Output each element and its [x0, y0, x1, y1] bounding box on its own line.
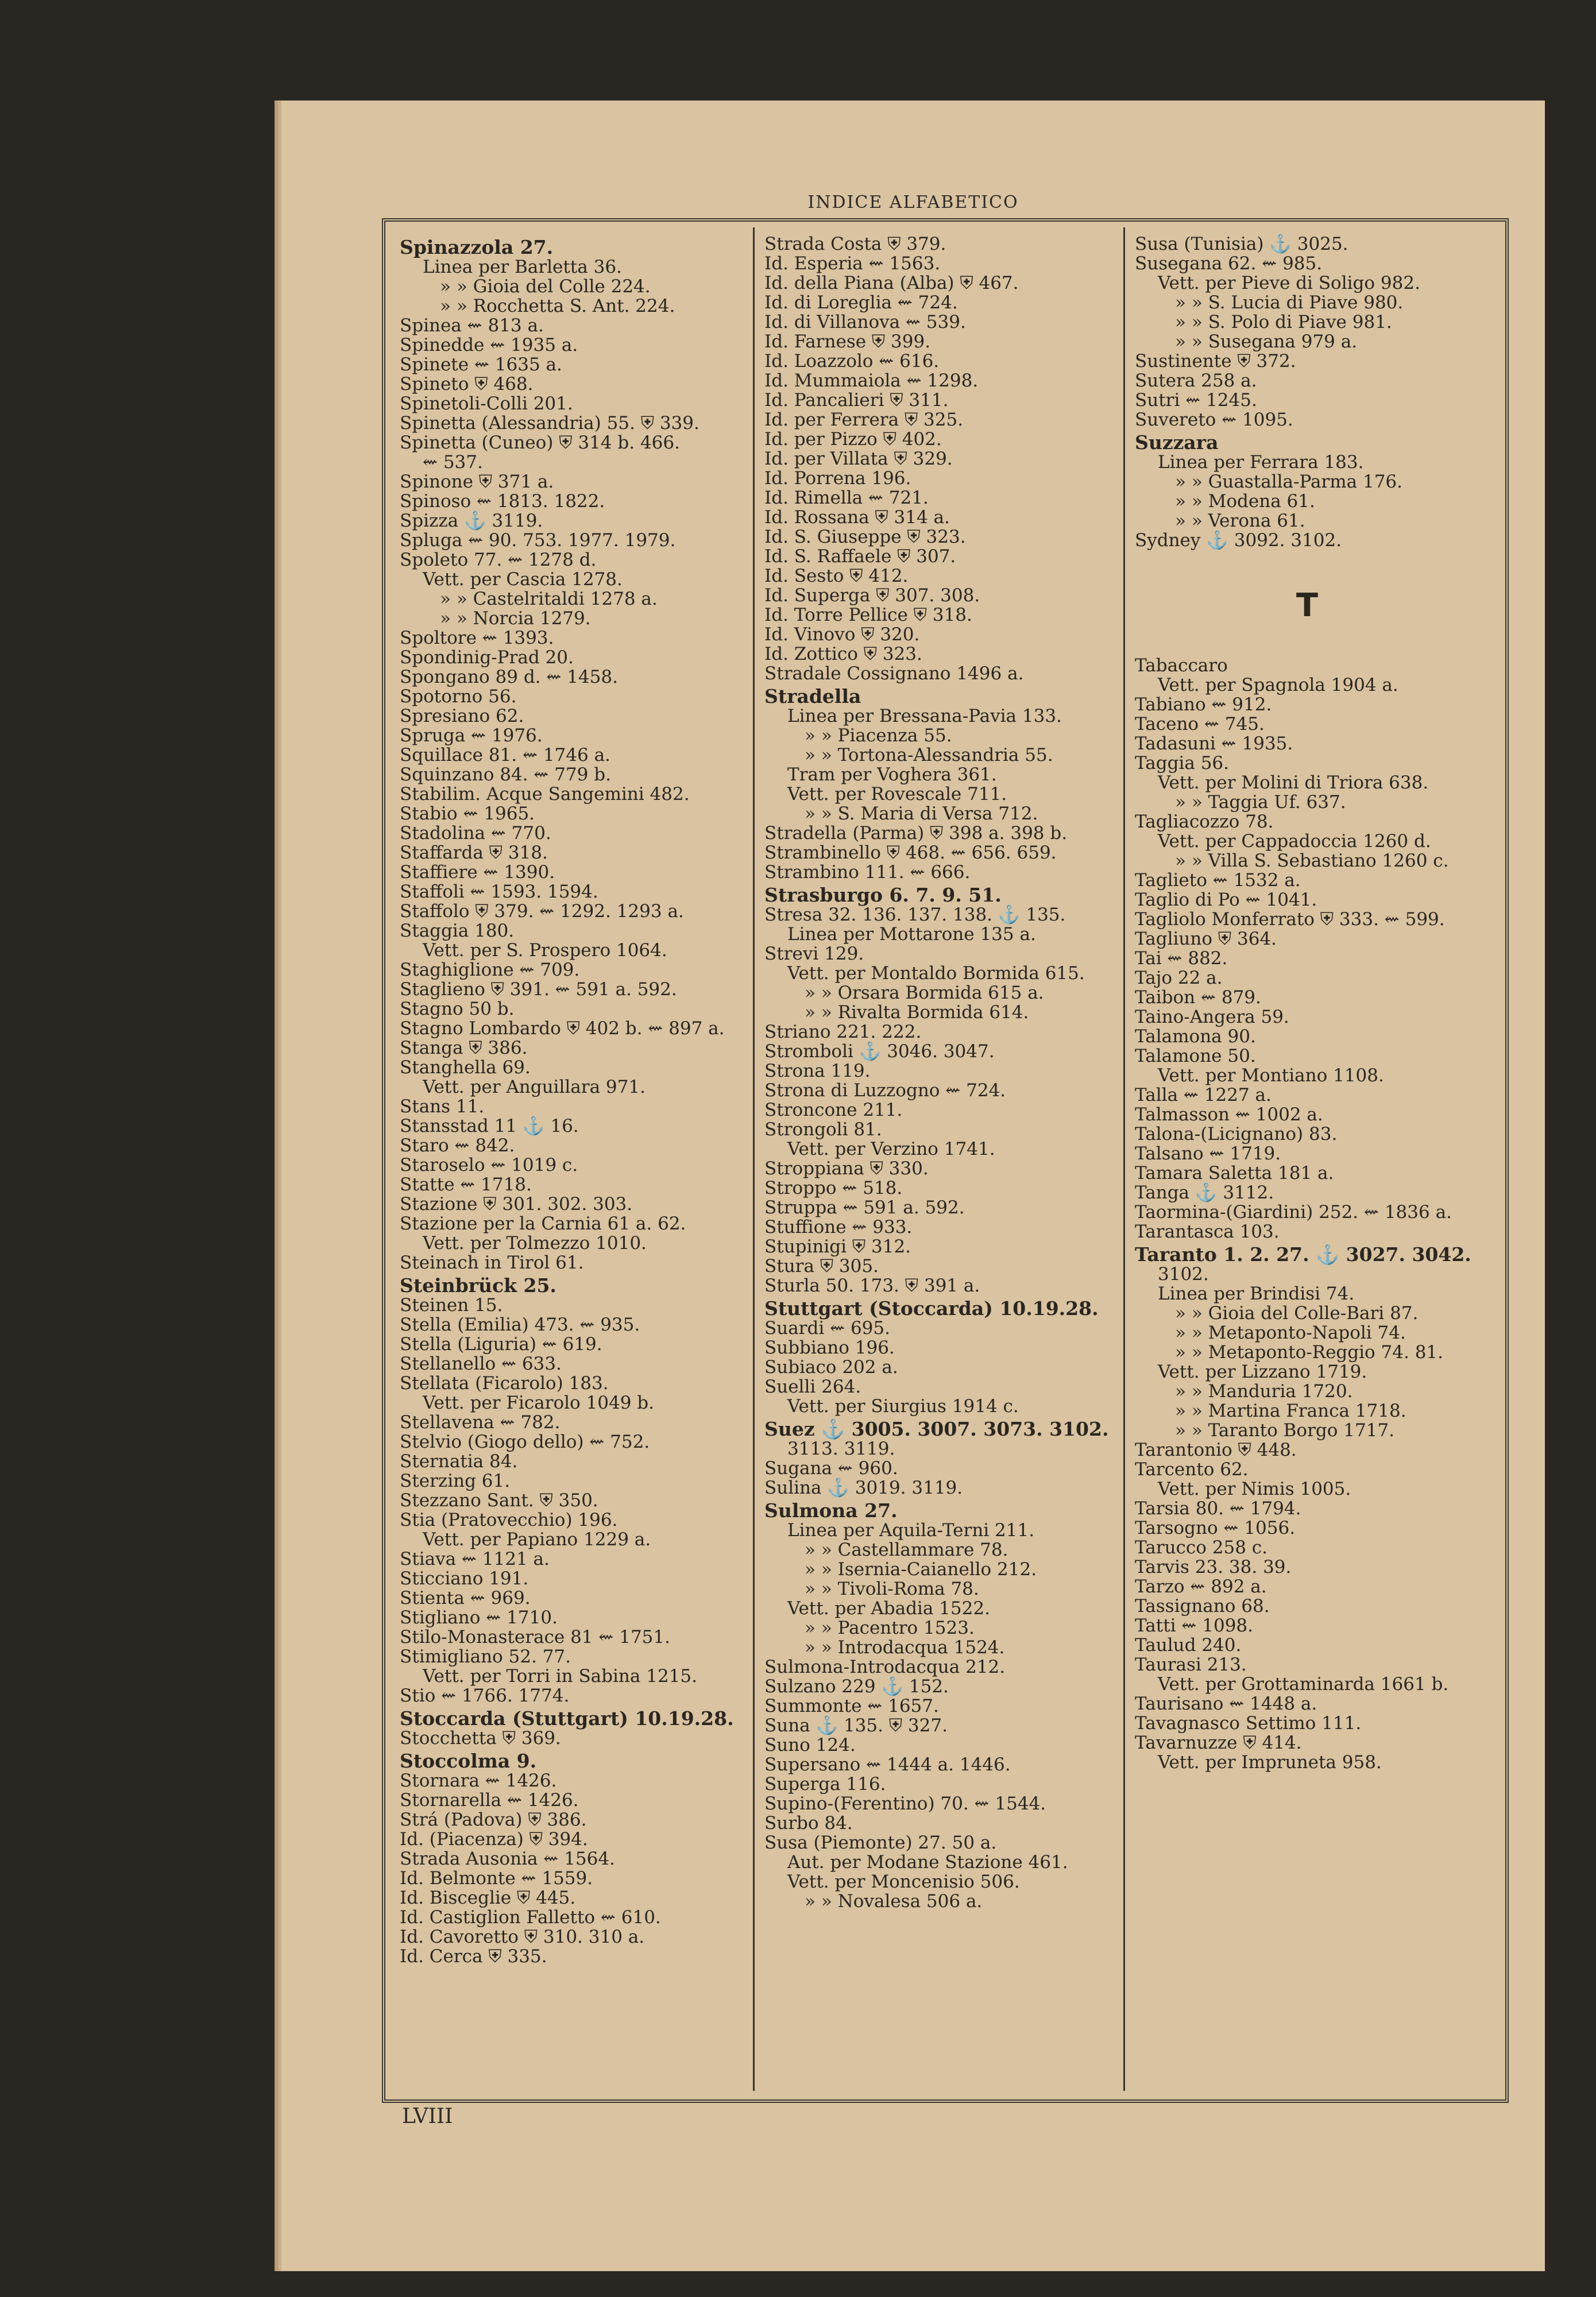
- index-entry: Strongoli 81.: [764, 1119, 882, 1140]
- index-entry: Staffarda ⛨ 318.: [400, 842, 548, 863]
- index-entry: Tamara Saletta 181 a.: [1135, 1163, 1334, 1184]
- index-entry: Tavarnuzze ⛨ 414.: [1135, 1733, 1302, 1753]
- index-entry: » » Taranto Borgo 1717.: [1175, 1420, 1395, 1441]
- index-entry: Linea per Barletta 36.: [423, 257, 622, 277]
- index-entry: Sturla 50. 173. ⛨ 391 a.: [764, 1275, 980, 1296]
- index-entry: Talamona 90.: [1135, 1026, 1256, 1047]
- column-divider: [753, 227, 755, 2091]
- index-entry: Talsano ⇜ 1719.: [1135, 1143, 1281, 1164]
- index-entry: Tarantonio ⛨ 448.: [1135, 1440, 1297, 1460]
- index-entry: Summonte ⇜ 1657.: [764, 1696, 939, 1716]
- index-entry: » » Gioia del Colle-Bari 87.: [1175, 1303, 1419, 1324]
- index-entry: Steinbrück 25.: [400, 1274, 557, 1297]
- index-entry: Vett. per Siurgius 1914 c.: [787, 1396, 1019, 1417]
- index-entry: Id. Sesto ⛨ 412.: [764, 566, 909, 586]
- index-entry: Strá (Padova) ⛨ 386.: [400, 1809, 587, 1830]
- index-entry: Id. (Piacenza) ⛨ 394.: [400, 1829, 588, 1850]
- index-entry: Sterzing 61.: [400, 1471, 511, 1491]
- index-entry: Tabiano ⇜ 912.: [1135, 694, 1272, 715]
- index-entry: Stazione per la Carnia 61 a. 62.: [400, 1213, 686, 1234]
- index-entry: » » Piacenza 55.: [805, 725, 952, 746]
- index-entry: Tai ⇜ 882.: [1135, 948, 1228, 969]
- index-entry: Tavagnasco Settimo 111.: [1135, 1713, 1362, 1734]
- index-entry: Staro ⇜ 842.: [400, 1135, 515, 1156]
- index-entry: Susa (Piemonte) 27. 50 a.: [764, 1832, 997, 1853]
- index-entry: Id. Porrena 196.: [764, 468, 911, 489]
- index-entry: Tarcento 62.: [1135, 1459, 1249, 1480]
- book-page: [281, 100, 1545, 2271]
- index-entry: ⇜ 537.: [423, 452, 483, 473]
- index-entry: Id. Belmonte ⇜ 1559.: [400, 1868, 593, 1889]
- index-entry: Tanga ⚓ 3112.: [1135, 1182, 1274, 1203]
- index-entry: Spinetoli-Colli 201.: [400, 393, 573, 414]
- index-entry: Sugana ⇜ 960.: [764, 1458, 898, 1479]
- index-entry: Vett. per Pieve di Soligo 982.: [1158, 273, 1420, 293]
- index-entry: Linea per Ferrara 183.: [1158, 452, 1364, 473]
- index-entry: Stagno 50 b.: [400, 999, 515, 1019]
- index-entry: Staglieno ⛨ 391. ⇜ 591 a. 592.: [400, 979, 677, 1000]
- index-entry: Id. Pancalieri ⛨ 311.: [764, 390, 949, 411]
- index-entry: Taceno ⇜ 745.: [1135, 714, 1265, 734]
- index-entry: Tarsia 80. ⇜ 1794.: [1135, 1498, 1301, 1519]
- index-entry: Vett. per Montiano 1108.: [1158, 1065, 1384, 1086]
- index-entry: Stienta ⇜ 969.: [400, 1588, 531, 1608]
- index-entry: Spinetta (Alessandria) 55. ⛨ 339.: [400, 413, 700, 434]
- index-entry: Stromboli ⚓ 3046. 3047.: [764, 1041, 995, 1062]
- index-entry: Spinete ⇜ 1635 a.: [400, 354, 562, 375]
- index-entry: Tarantasca 103.: [1135, 1221, 1280, 1242]
- index-entry: Tajo 22 a.: [1135, 968, 1223, 988]
- index-entry: Stio ⇜ 1766. 1774.: [400, 1685, 570, 1706]
- index-entry: Spongano 89 d. ⇜ 1458.: [400, 667, 618, 687]
- index-entry: 3102.: [1158, 1264, 1209, 1285]
- index-entry: » » Modena 61.: [1175, 491, 1315, 512]
- index-entry: Tassignano 68.: [1135, 1596, 1270, 1617]
- index-entry: Vett. per Papiano 1229 a.: [423, 1529, 651, 1550]
- index-entry: Vett. per Cascia 1278.: [423, 569, 623, 590]
- index-entry: Vett. per Anguillara 971.: [423, 1077, 646, 1097]
- index-entry: Staghiglione ⇜ 709.: [400, 960, 580, 980]
- index-entry: Id. Torre Pellice ⛨ 318.: [764, 605, 972, 625]
- index-column-3: [1135, 234, 1479, 1772]
- index-entry: Statte ⇜ 1718.: [400, 1174, 532, 1195]
- index-entry: » » Introdacqua 1524.: [805, 1637, 1005, 1658]
- index-entry: Vett. per Abadia 1522.: [787, 1598, 990, 1619]
- index-entry: Subiaco 202 a.: [764, 1357, 898, 1378]
- index-entry: Taranto 1. 2. 27. ⚓ 3027. 3042.: [1135, 1243, 1471, 1266]
- index-entry: Taurasi 213.: [1135, 1654, 1247, 1675]
- page-header: INDICE ALFABETICO: [807, 192, 1019, 212]
- index-entry: » » Villa S. Sebastiano 1260 c.: [1175, 850, 1449, 871]
- index-entry: Spoltore ⇜ 1393.: [400, 628, 554, 648]
- index-entry: Suardi ⇜ 695.: [764, 1318, 890, 1339]
- index-entry: » » Metaponto-Napoli 74.: [1175, 1322, 1406, 1343]
- index-entry: Steinach in Tirol 61.: [400, 1252, 584, 1273]
- index-entry: Vett. per Grottaminarda 1661 b.: [1158, 1674, 1449, 1695]
- index-entry: Stradella: [764, 685, 861, 707]
- index-entry: Id. S. Raffaele ⛨ 307.: [764, 546, 956, 567]
- index-entry: Id. Superga ⛨ 307. 308.: [764, 585, 980, 606]
- index-entry: Stiava ⇜ 1121 a.: [400, 1549, 550, 1569]
- index-column-1: [400, 234, 744, 1966]
- index-entry: » » Tivoli-Roma 78.: [805, 1579, 979, 1599]
- index-entry: Tram per Voghera 361.: [787, 764, 997, 785]
- index-entry: » » Novalesa 506 a.: [805, 1891, 983, 1912]
- index-entry: Stadolina ⇜ 770.: [400, 823, 551, 844]
- index-entry: Spotorno 56.: [400, 686, 517, 707]
- index-entry: Stanga ⛨ 386.: [400, 1038, 528, 1058]
- index-entry: Tarsogno ⇜ 1056.: [1135, 1518, 1296, 1538]
- index-entry: Taibon ⇜ 879.: [1135, 987, 1261, 1008]
- index-entry: Stresa 32. 136. 137. 138. ⚓ 135.: [764, 904, 1066, 925]
- index-entry: Superga 116.: [764, 1774, 886, 1795]
- index-entry: Spinazzola 27.: [400, 236, 554, 258]
- index-entry: Vett. per Ficarolo 1049 b.: [423, 1393, 654, 1413]
- index-entry: Squillace 81. ⇜ 1746 a.: [400, 745, 610, 765]
- index-entry: » » Orsara Bormida 615 a.: [805, 983, 1044, 1003]
- index-entry: Vett. per Rovescale 711.: [787, 784, 1007, 805]
- index-entry: Tagliolo Monferrato ⛨ 333. ⇜ 599.: [1135, 909, 1445, 930]
- index-entry: Id. per Ferrera ⛨ 325.: [764, 409, 964, 430]
- index-entry: Suna ⚓ 135. ⛨ 327.: [764, 1715, 948, 1736]
- index-entry: Stellanello ⇜ 633.: [400, 1354, 562, 1374]
- index-entry: Staffolo ⛨ 379. ⇜ 1292. 1293 a.: [400, 901, 684, 922]
- index-entry: » » Susegana 979 a.: [1175, 331, 1358, 352]
- index-entry: Id. per Pizzo ⛨ 402.: [764, 429, 942, 450]
- index-entry: Stelvio (Giogo dello) ⇜ 752.: [400, 1432, 650, 1452]
- index-entry: 3113. 3119.: [787, 1438, 895, 1459]
- index-entry: » » Castelritaldi 1278 a.: [440, 589, 658, 609]
- index-entry: Spineto ⛨ 468.: [400, 374, 534, 395]
- index-entry: Stoccolma 9.: [400, 1750, 537, 1772]
- index-entry: Spinoso ⇜ 1813. 1822.: [400, 491, 605, 512]
- index-entry: Stura ⛨ 305.: [764, 1256, 879, 1277]
- index-entry: Strambino 111. ⇜ 666.: [764, 862, 971, 883]
- index-entry: Id. di Villanova ⇜ 539.: [764, 312, 966, 332]
- index-entry: Suelli 264.: [764, 1376, 861, 1397]
- index-entry: Aut. per Modane Stazione 461.: [787, 1852, 1068, 1873]
- index-entry: Stabilim. Acque Sangemini 482.: [400, 784, 690, 805]
- index-entry: Spinetta (Cuneo) ⛨ 314 b. 466.: [400, 432, 680, 453]
- index-entry: » » S. Lucia di Piave 980.: [1175, 292, 1404, 313]
- index-entry: Sutri ⇜ 1245.: [1135, 390, 1257, 411]
- index-entry: Talmasson ⇜ 1002 a.: [1135, 1104, 1323, 1125]
- index-entry: Tarzo ⇜ 892 a.: [1135, 1576, 1267, 1597]
- index-entry: Id. Castiglion Falletto ⇜ 610.: [400, 1907, 661, 1928]
- index-entry: Strona 119.: [764, 1061, 871, 1081]
- index-entry: Id. Bisceglie ⛨ 445.: [400, 1888, 576, 1908]
- index-entry: Vett. per Moncenisio 506.: [787, 1871, 1020, 1892]
- page-number: LVIII: [402, 2105, 453, 2128]
- index-entry: Stroncone 211.: [764, 1100, 903, 1120]
- index-entry: Stagno Lombardo ⛨ 402 b. ⇜ 897 a.: [400, 1018, 725, 1039]
- index-entry: Vett. per Lizzano 1719.: [1158, 1362, 1367, 1382]
- index-entry: » » Isernia-Caianello 212.: [805, 1559, 1037, 1580]
- index-entry: Id. Vinovo ⛨ 320.: [764, 624, 920, 645]
- index-entry: Id. Esperia ⇜ 1563.: [764, 253, 941, 274]
- index-entry: Supersano ⇜ 1444 a. 1446.: [764, 1754, 1011, 1775]
- index-entry: » » Pacentro 1523.: [805, 1618, 975, 1638]
- index-entry: Struppa ⇜ 591 a. 592.: [764, 1197, 965, 1218]
- index-entry: Stroppiana ⛨ 330.: [764, 1158, 929, 1179]
- index-entry: Stilo-Monasterace 81 ⇜ 1751.: [400, 1627, 670, 1648]
- index-entry: Strada Costa ⛨ 379.: [764, 234, 946, 254]
- index-entry: » » Rocchetta S. Ant. 224.: [440, 296, 675, 316]
- index-entry: Tarvis 23. 38. 39.: [1135, 1557, 1292, 1577]
- index-entry: Stans 11.: [400, 1096, 485, 1117]
- index-entry: Steinen 15.: [400, 1295, 503, 1316]
- index-entry: Id. della Piana (Alba) ⛨ 467.: [764, 273, 1019, 293]
- index-entry: Staffoli ⇜ 1593. 1594.: [400, 881, 598, 902]
- index-entry: Talamone 50.: [1135, 1046, 1256, 1066]
- index-entry: Stuttgart (Stoccarda) 10.19.28.: [764, 1297, 1099, 1320]
- index-frame: [382, 218, 1509, 2103]
- index-entry: » » Castellammare 78.: [805, 1540, 1008, 1560]
- index-entry: Striano 221. 222.: [764, 1022, 922, 1042]
- index-entry: Sulina ⚓ 3019. 3119.: [764, 1478, 963, 1498]
- index-entry: Taulud 240.: [1135, 1635, 1242, 1656]
- index-entry: » » Rivalta Bormida 614.: [805, 1002, 1029, 1023]
- index-entry: Strada Ausonia ⇜ 1564.: [400, 1849, 615, 1869]
- index-entry: Id. S. Giuseppe ⛨ 323.: [764, 527, 966, 547]
- index-entry: Sulmona 27.: [764, 1499, 898, 1522]
- index-entry: » » Verona 61.: [1175, 511, 1305, 531]
- index-entry: Stellata (Ficarolo) 183.: [400, 1373, 609, 1394]
- index-entry: Stabio ⇜ 1965.: [400, 803, 535, 824]
- index-entry: Stella (Liguria) ⇜ 619.: [400, 1334, 602, 1355]
- index-entry: Spizza ⚓ 3119.: [400, 511, 543, 531]
- index-entry: Spondinig-Prad 20.: [400, 647, 574, 668]
- index-entry: Linea per Brindisi 74.: [1158, 1283, 1355, 1304]
- index-entry: Staffiere ⇜ 1390.: [400, 862, 555, 883]
- index-entry: » » Gioia del Colle 224.: [440, 276, 651, 297]
- index-entry: Sydney ⚓ 3092. 3102.: [1135, 530, 1342, 551]
- index-entry: Sustinente ⛨ 372.: [1135, 351, 1296, 372]
- index-entry: Spinea ⇜ 813 a.: [400, 315, 544, 336]
- index-entry: Taormina-(Giardini) 252. ⇜ 1836 a.: [1135, 1202, 1452, 1223]
- index-entry: Sternatia 84.: [400, 1451, 518, 1472]
- index-entry: Strasburgo 6. 7. 9. 51.: [764, 884, 1002, 906]
- index-entry: Stanghella 69.: [400, 1057, 531, 1078]
- index-entry: Stoccarda (Stuttgart) 10.19.28.: [400, 1707, 734, 1730]
- index-entry: Stigliano ⇜ 1710.: [400, 1607, 558, 1628]
- index-entry: Id. Zottico ⛨ 323.: [764, 644, 922, 664]
- index-entry: Strona di Luzzogno ⇜ 724.: [764, 1080, 1006, 1101]
- index-entry: Stornarella ⇜ 1426.: [400, 1790, 579, 1811]
- index-entry: Stansstad 11 ⚓ 16.: [400, 1116, 579, 1136]
- index-entry: Id. Cerca ⛨ 335.: [400, 1946, 547, 1967]
- index-entry: Talona-(Licignano) 83.: [1135, 1124, 1338, 1144]
- index-entry: Stroppo ⇜ 518.: [764, 1178, 903, 1198]
- index-entry: Stradella (Parma) ⛨ 398 a. 398 b.: [764, 823, 1068, 844]
- index-entry: Tagliacozzo 78.: [1135, 811, 1274, 832]
- index-entry: Stazione ⛨ 301. 302. 303.: [400, 1194, 633, 1215]
- index-entry: Spluga ⇜ 90. 753. 1977. 1979.: [400, 530, 676, 551]
- index-entry: Tagliuno ⛨ 364.: [1135, 929, 1277, 949]
- index-entry: Stimigliano 52. 77.: [400, 1646, 571, 1667]
- index-entry: Spruga ⇜ 1976.: [400, 725, 543, 746]
- section-letter: T: [1296, 587, 1319, 624]
- index-entry: Taurisano ⇜ 1448 a.: [1135, 1693, 1317, 1714]
- index-entry: Suez ⚓ 3005. 3007. 3073. 3102.: [764, 1418, 1109, 1440]
- index-entry: Sulzano 229 ⚓ 152.: [764, 1676, 949, 1697]
- index-entry: » » Martina Franca 1718.: [1175, 1401, 1406, 1421]
- index-entry: Tatti ⇜ 1098.: [1135, 1615, 1254, 1636]
- index-entry: Suzzara: [1135, 431, 1219, 454]
- index-entry: » » Guastalla-Parma 176.: [1175, 471, 1403, 492]
- index-entry: Vett. per Molini di Triora 638.: [1158, 772, 1429, 793]
- index-entry: Stia (Pratovecchio) 196.: [400, 1510, 618, 1530]
- index-entry: Spinone ⛨ 371 a.: [400, 471, 554, 492]
- index-entry: Id. per Villata ⛨ 329.: [764, 448, 953, 469]
- index-entry: » » Norcia 1279.: [440, 608, 591, 629]
- index-entry: Stocchetta ⛨ 369.: [400, 1728, 561, 1749]
- index-entry: » » S. Polo di Piave 981.: [1175, 312, 1392, 332]
- index-entry: Id. Rimella ⇜ 721.: [764, 488, 929, 508]
- index-entry: Id. Farnese ⛨ 399.: [764, 331, 931, 352]
- column-divider: [1123, 227, 1125, 2091]
- index-entry: Stellavena ⇜ 782.: [400, 1412, 561, 1433]
- index-entry: Spoleto 77. ⇜ 1278 d.: [400, 550, 597, 570]
- index-entry: Tarucco 258 c.: [1135, 1537, 1268, 1558]
- index-entry: Strevi 129.: [764, 943, 864, 964]
- index-entry: Squinzano 84. ⇜ 779 b.: [400, 764, 611, 785]
- index-entry: Sutera 258 a.: [1135, 370, 1257, 391]
- index-entry: Vett. per Nimis 1005.: [1158, 1479, 1351, 1499]
- index-entry: Id. Loazzolo ⇜ 616.: [764, 351, 940, 372]
- index-entry: Id. Rossana ⛨ 314 a.: [764, 507, 950, 528]
- index-entry: Taggia 56.: [1135, 753, 1229, 774]
- index-entry: Sulmona-Introdacqua 212.: [764, 1657, 1006, 1677]
- index-entry: Sticciano 191.: [400, 1568, 529, 1589]
- index-entry: Stezzano Sant. ⛨ 350.: [400, 1490, 598, 1511]
- index-entry: Taglieto ⇜ 1532 a.: [1135, 870, 1301, 891]
- index-entry: Spresiano 62.: [400, 706, 524, 726]
- index-entry: Strambinello ⛨ 468. ⇜ 656. 659.: [764, 842, 1057, 863]
- index-entry: Taglio di Po ⇜ 1041.: [1135, 890, 1317, 910]
- index-entry: Suno 124.: [764, 1735, 856, 1755]
- index-entry: Id. Cavoretto ⛨ 310. 310 a.: [400, 1927, 645, 1947]
- index-entry: Vett. per Verzino 1741.: [787, 1139, 995, 1159]
- index-entry: Stuffione ⇜ 933.: [764, 1217, 913, 1238]
- index-entry: Vett. per Torri in Sabina 1215.: [423, 1666, 697, 1687]
- index-entry: Linea per Bressana-Pavia 133.: [787, 706, 1062, 726]
- index-column-2: [764, 234, 1109, 1911]
- index-entry: Talla ⇜ 1227 a.: [1135, 1085, 1272, 1105]
- index-entry: Stupinigi ⛨ 312.: [764, 1236, 911, 1257]
- index-entry: Surbo 84.: [764, 1813, 853, 1834]
- index-entry: Tadasuni ⇜ 1935.: [1135, 733, 1293, 754]
- index-entry: Tabaccaro: [1135, 655, 1228, 676]
- index-entry: Vett. per S. Prospero 1064.: [423, 940, 667, 961]
- index-entry: Id. di Loreglia ⇜ 724.: [764, 292, 958, 313]
- index-entry: Vett. per Montaldo Bormida 615.: [787, 963, 1085, 984]
- index-entry: » » S. Maria di Versa 712.: [805, 803, 1038, 824]
- index-entry: Stradale Cossignano 1496 a.: [764, 663, 1024, 684]
- index-entry: Id. Mummaiola ⇜ 1298.: [764, 370, 979, 391]
- index-entry: » » Manduria 1720.: [1175, 1381, 1353, 1402]
- index-entry: Vett. per Spagnola 1904 a.: [1158, 675, 1398, 695]
- index-entry: Subbiano 196.: [764, 1337, 895, 1358]
- index-entry: Susa (Tunisia) ⚓ 3025.: [1135, 234, 1348, 254]
- index-entry: Vett. per Tolmezzo 1010.: [423, 1233, 647, 1254]
- index-entry: Susegana 62. ⇜ 985.: [1135, 253, 1323, 274]
- index-entry: » » Tortona-Alessandria 55.: [805, 745, 1053, 765]
- index-entry: Suvereto ⇜ 1095.: [1135, 409, 1293, 430]
- index-entry: Staroselo ⇜ 1019 c.: [400, 1155, 578, 1175]
- index-entry: Linea per Mottarone 135 a.: [787, 924, 1036, 945]
- index-entry: Stella (Emilia) 473. ⇜ 935.: [400, 1314, 640, 1335]
- index-entry: Taino-Angera 59.: [1135, 1007, 1289, 1027]
- index-entry: Stornara ⇜ 1426.: [400, 1770, 557, 1791]
- index-entry: Vett. per Impruneta 958.: [1158, 1752, 1382, 1773]
- index-entry: Supino-(Ferentino) 70. ⇜ 1544.: [764, 1793, 1046, 1814]
- index-entry: Vett. per Cappadoccia 1260 d.: [1158, 831, 1431, 852]
- index-entry: Staggia 180.: [400, 921, 515, 941]
- index-entry: Linea per Aquila-Terni 211.: [787, 1520, 1035, 1541]
- index-entry: Spinedde ⇜ 1935 a.: [400, 335, 578, 355]
- index-entry: » » Metaponto-Reggio 74. 81.: [1175, 1342, 1443, 1363]
- index-entry: » » Taggia Uf. 637.: [1175, 792, 1346, 813]
